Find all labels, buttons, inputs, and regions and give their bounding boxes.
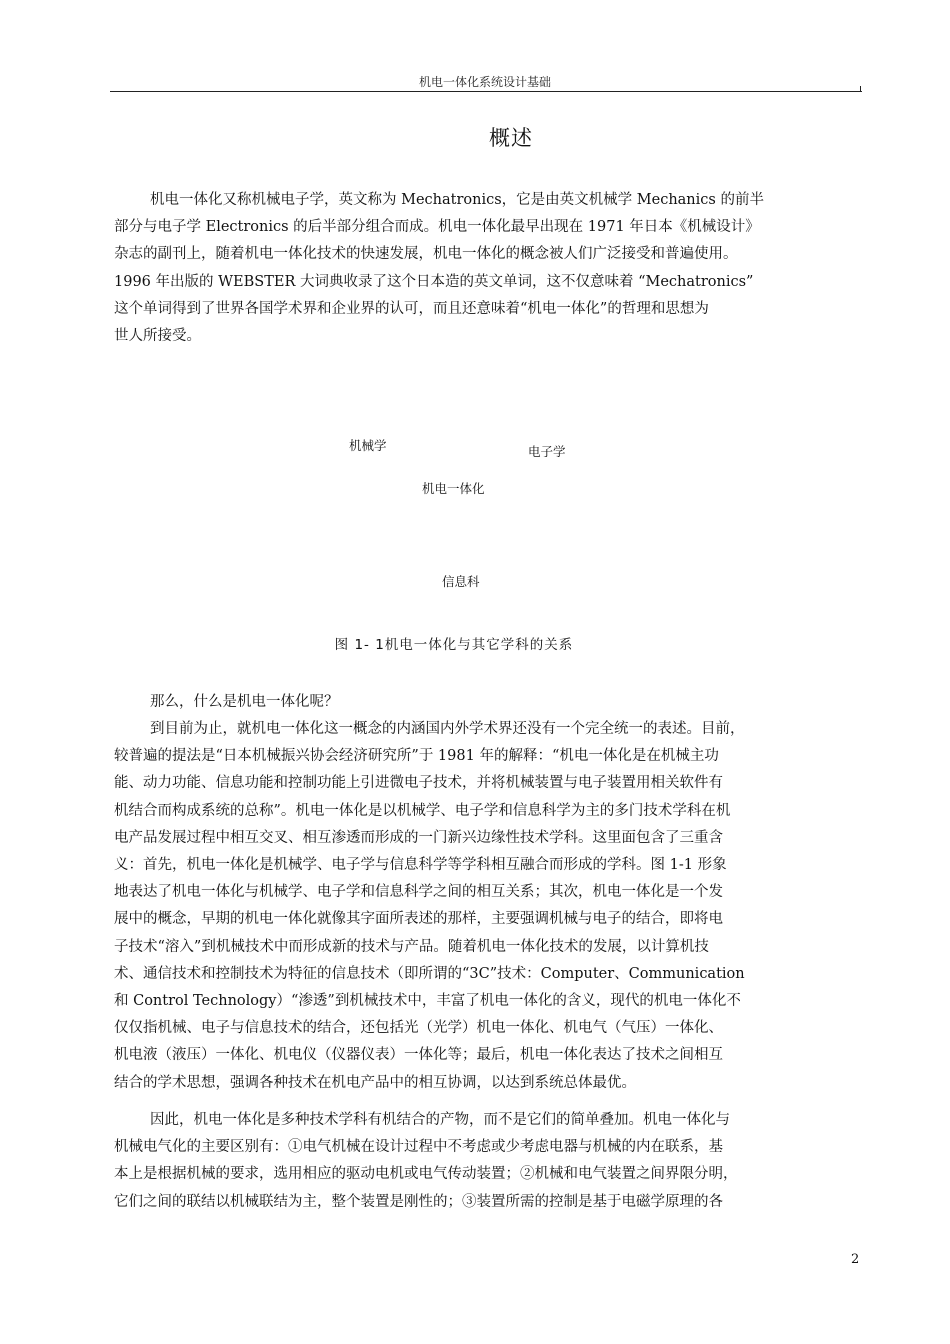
intro-paragraph bbox=[114, 187, 859, 350]
header-rule bbox=[110, 91, 862, 92]
text-line: 结合的学术思想，强调各种技术在机电产品中的相互协调，以达到系统总体最优。 bbox=[114, 1074, 636, 1091]
text-line: 能、动力功能、信息功能和控制功能上引进微电子技术，并将机械装置与电子装置用相关软件有 bbox=[114, 775, 723, 792]
text-line: 机械电气化的主要区别有：①电气机械在设计过程中不考虑或少考虑电器与机械的内在联系，基 bbox=[114, 1139, 723, 1156]
text-line: 机电一体化又称机械电子学，英文称为 Mechatronics，它是由英文机械学 Mechanics 的前半 bbox=[150, 192, 764, 208]
text-line: 它们之间的联结以机械联结为主，整个装置是刚性的；③装置所需的控制是基于电磁学原理的各 bbox=[114, 1193, 723, 1210]
text-line: 本上是根据机械的要求，选用相应的驱动电机或电气传动装置；②机械和电气装置之间界限分明， bbox=[114, 1166, 738, 1183]
header-rule-tick bbox=[860, 86, 861, 92]
text-line: 展中的概念，早期的机电一体化就像其字面所表述的那样，主要强调机械与电子的结合，即将电 bbox=[114, 911, 723, 928]
text-line: 仅仅指机械、电子与信息技术的结合，还包括光（光学）机电一体化、机电气（气压）一体化、 bbox=[114, 1020, 723, 1037]
figure-label-electronics: 电子学 bbox=[528, 444, 566, 459]
text-line: 1996 年出版的 WEBSTER 大词典收录了这个日本造的英文单词，这不仅意味着 “Mechatronics” bbox=[114, 273, 754, 290]
text-line: 机结合而构成系统的总称”。机电一体化是以机械学、电子学和信息科学为主的多门技术学科在机 bbox=[114, 802, 731, 819]
figure-label-information: 信息科 bbox=[442, 574, 480, 589]
definition-paragraph bbox=[114, 716, 859, 1097]
figure-label-mechatronics: 机电一体化 bbox=[422, 481, 485, 496]
text-line: 和 Control Technology）“渗透”到机械技术中，丰富了机电一体化的含义，现代的机电一体化不 bbox=[114, 993, 741, 1010]
figure-caption: 图 1- 1机电一体化与其它学科的关系 bbox=[334, 637, 574, 653]
text-line: 因此，机电一体化是多种技术学科有机结合的产物，而不是它们的简单叠加。机电一体化与 bbox=[150, 1112, 730, 1128]
text-line: 较普遍的提法是“日本机械振兴协会经济研究所”于 1981 年的解释：“机电一体化是在机械主功 bbox=[114, 748, 719, 765]
page-number: 2 bbox=[851, 1252, 860, 1267]
question-paragraph bbox=[114, 689, 859, 716]
text-line: 机电液（液压）一体化、机电仪（仪器仪表）一体化等；最后，机电一体化表达了技术之间相互 bbox=[114, 1047, 723, 1064]
text-line: 术、通信技术和控制技术为特征的信息技术（即所谓的“3C”技术：Computer、Communication bbox=[114, 965, 745, 982]
text-line: 义：首先，机电一体化是机械学、电子学与信息科学等学科相互融合而形成的学科。图 1-1 形象 bbox=[114, 857, 727, 874]
text-line: 部分与电子学 Electronics 的后半部分组合而成。机电一体化最早出现在 1971 年日本《机械设计》 bbox=[114, 219, 760, 236]
text-line: 子技术“溶入”到机械技术中而形成新的技术与产品。随着机电一体化技术的发展，以计算机技 bbox=[114, 938, 709, 955]
text-line: 那么，什么是机电一体化呢？ bbox=[150, 694, 339, 710]
text-line: 电产品发展过程中相互交叉、相互渗透而形成的一门新兴边缘性技术学科。这里面包含了三重含 bbox=[114, 829, 723, 846]
section-title: 概述 bbox=[489, 126, 533, 150]
text-line: 地表达了机电一体化与机械学、电子学和信息科学之间的相互关系；其次，机电一体化是一个发 bbox=[114, 884, 723, 901]
text-line: 到目前为止，就机电一体化这一概念的内涵国内外学术界还没有一个完全统一的表述。目前， bbox=[150, 721, 745, 737]
text-line: 杂志的副刊上，随着机电一体化技术的快速发展，机电一体化的概念被人们广泛接受和普遍使用。 bbox=[114, 246, 738, 263]
figure-label-mechanics: 机械学 bbox=[349, 438, 387, 453]
running-header: 机电一体化系统设计基础 bbox=[418, 75, 551, 89]
conclusion-paragraph bbox=[114, 1107, 859, 1216]
text-line: 这个单词得到了世界各国学术界和企业界的认可，而且还意味着“机电一体化”的哲理和思想为 bbox=[114, 300, 709, 317]
text-line: 世人所接受。 bbox=[114, 328, 201, 345]
